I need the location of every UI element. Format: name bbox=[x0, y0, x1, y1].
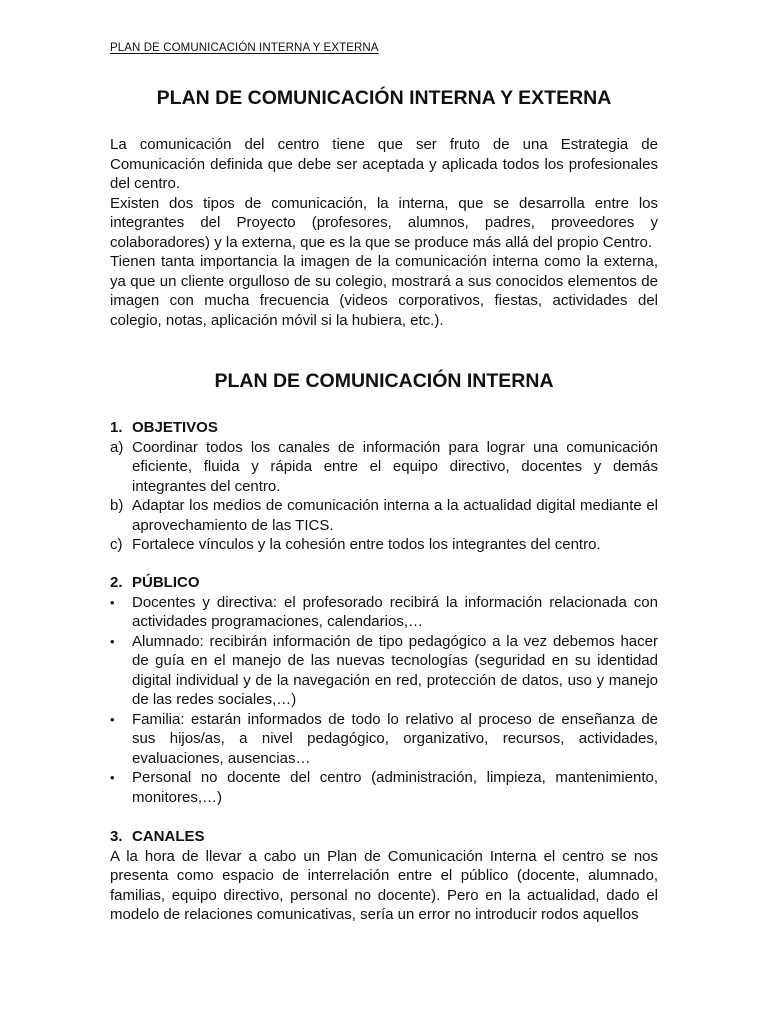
list-marker: c) bbox=[110, 536, 123, 553]
list-item-text: Adaptar los medios de comunicación interna a la actualidad digital mediante el aprovechamiento de las TICS. bbox=[132, 497, 658, 534]
objetivos-list bbox=[110, 438, 658, 555]
list-marker: b) bbox=[110, 497, 124, 514]
list-item bbox=[110, 535, 658, 555]
objetivos-section bbox=[110, 418, 658, 555]
list-item-text: Docentes y directiva: el profesorado recibirá la información relacionada con actividades programaciones, calendarios,… bbox=[132, 593, 658, 630]
intro-paragraph-2: Existen dos tipos de comunicación, la interna, que se desarrolla entre los integrantes del Proyecto (profesores, alumnos, padres, proveedores y colaboradores) y la externa, que es la que se produce más allá del propio Centro. bbox=[110, 194, 658, 251]
publico-heading bbox=[110, 573, 658, 593]
canales-number: 3. bbox=[110, 828, 123, 845]
publico-section bbox=[110, 573, 658, 807]
list-item bbox=[110, 768, 658, 807]
list-marker: a) bbox=[110, 438, 124, 456]
objetivos-number: 1. bbox=[110, 419, 123, 436]
bullet-icon: • bbox=[110, 633, 115, 649]
list-item bbox=[110, 496, 658, 535]
publico-list bbox=[110, 593, 658, 808]
list-item bbox=[110, 593, 658, 632]
bullet-icon: • bbox=[110, 594, 115, 610]
document-title: PLAN DE COMUNICACIÓN INTERNA Y EXTERNA bbox=[156, 87, 612, 109]
canales-heading-text: CANALES bbox=[132, 828, 205, 845]
list-item bbox=[110, 632, 658, 710]
running-header: PLAN DE COMUNICACIÓN INTERNA Y EXTERNA bbox=[110, 42, 379, 54]
list-item bbox=[110, 710, 658, 769]
list-item bbox=[110, 438, 658, 497]
list-item-text: Coordinar todos los canales de información para lograr una comunicación eficiente, fluida y rápida entre el equipo directivo, docentes y demás integrantes del centro. bbox=[132, 438, 658, 495]
publico-heading-text: PÚBLICO bbox=[132, 574, 200, 591]
objetivos-heading-text: OBJETIVOS bbox=[132, 419, 218, 436]
bullet-icon: • bbox=[110, 770, 115, 785]
intro-paragraph-1: La comunicación del centro tiene que ser fruto de una Estrategia de Comunicación definida que debe ser aceptada y aplicada todos los profesionales del centro. bbox=[110, 136, 658, 192]
list-item-text: Alumnado: recibirán información de tipo pedagógico a la vez debemos hacer de guía en el manejo de las nuevas tecnologías (seguridad en su identidad digital individual y de la navegación en red, protección de datos, uso y manejo de las redes sociales,…) bbox=[132, 632, 658, 708]
canales-section bbox=[110, 827, 658, 925]
bullet-icon: • bbox=[110, 711, 115, 727]
canales-heading bbox=[110, 827, 658, 847]
canales-paragraph: A la hora de llevar a cabo un Plan de Comunicación Interna el centro se nos presenta como espacio de interrelación entre el público (docente, alumnado, familias, equipo directivo, personal no docente). Pero en la actualidad, dado el modelo de relaciones comunicativas, sería un error no introducir rodos aquellos bbox=[110, 847, 658, 923]
intro-section bbox=[110, 135, 658, 330]
objetivos-heading bbox=[110, 418, 658, 438]
list-item-text: Familia: estarán informados de todo lo relativo al proceso de enseñanza de sus hijos/as, a nivel pedagógico, organizativo, recursos, actividades, evaluaciones, ausencias… bbox=[132, 710, 658, 767]
section-title-internal: PLAN DE COMUNICACIÓN INTERNA bbox=[214, 370, 554, 392]
intro-paragraph-3: Tienen tanta importancia la imagen de la comunicación interna como la externa, ya que un cliente orgulloso de su colegio, mostrará a sus conocidos elementos de imagen con mucha frecuencia (videos corporativos, fiestas, actividades del colegio, notas, aplicación móvil si la hubiera, etc.). bbox=[110, 253, 658, 329]
list-item-text: Personal no docente del centro (administración, limpieza, mantenimiento, monitores,…) bbox=[132, 769, 658, 806]
publico-number: 2. bbox=[110, 574, 123, 591]
list-item-text: Fortalece vínculos y la cohesión entre todos los integrantes del centro. bbox=[132, 536, 601, 553]
